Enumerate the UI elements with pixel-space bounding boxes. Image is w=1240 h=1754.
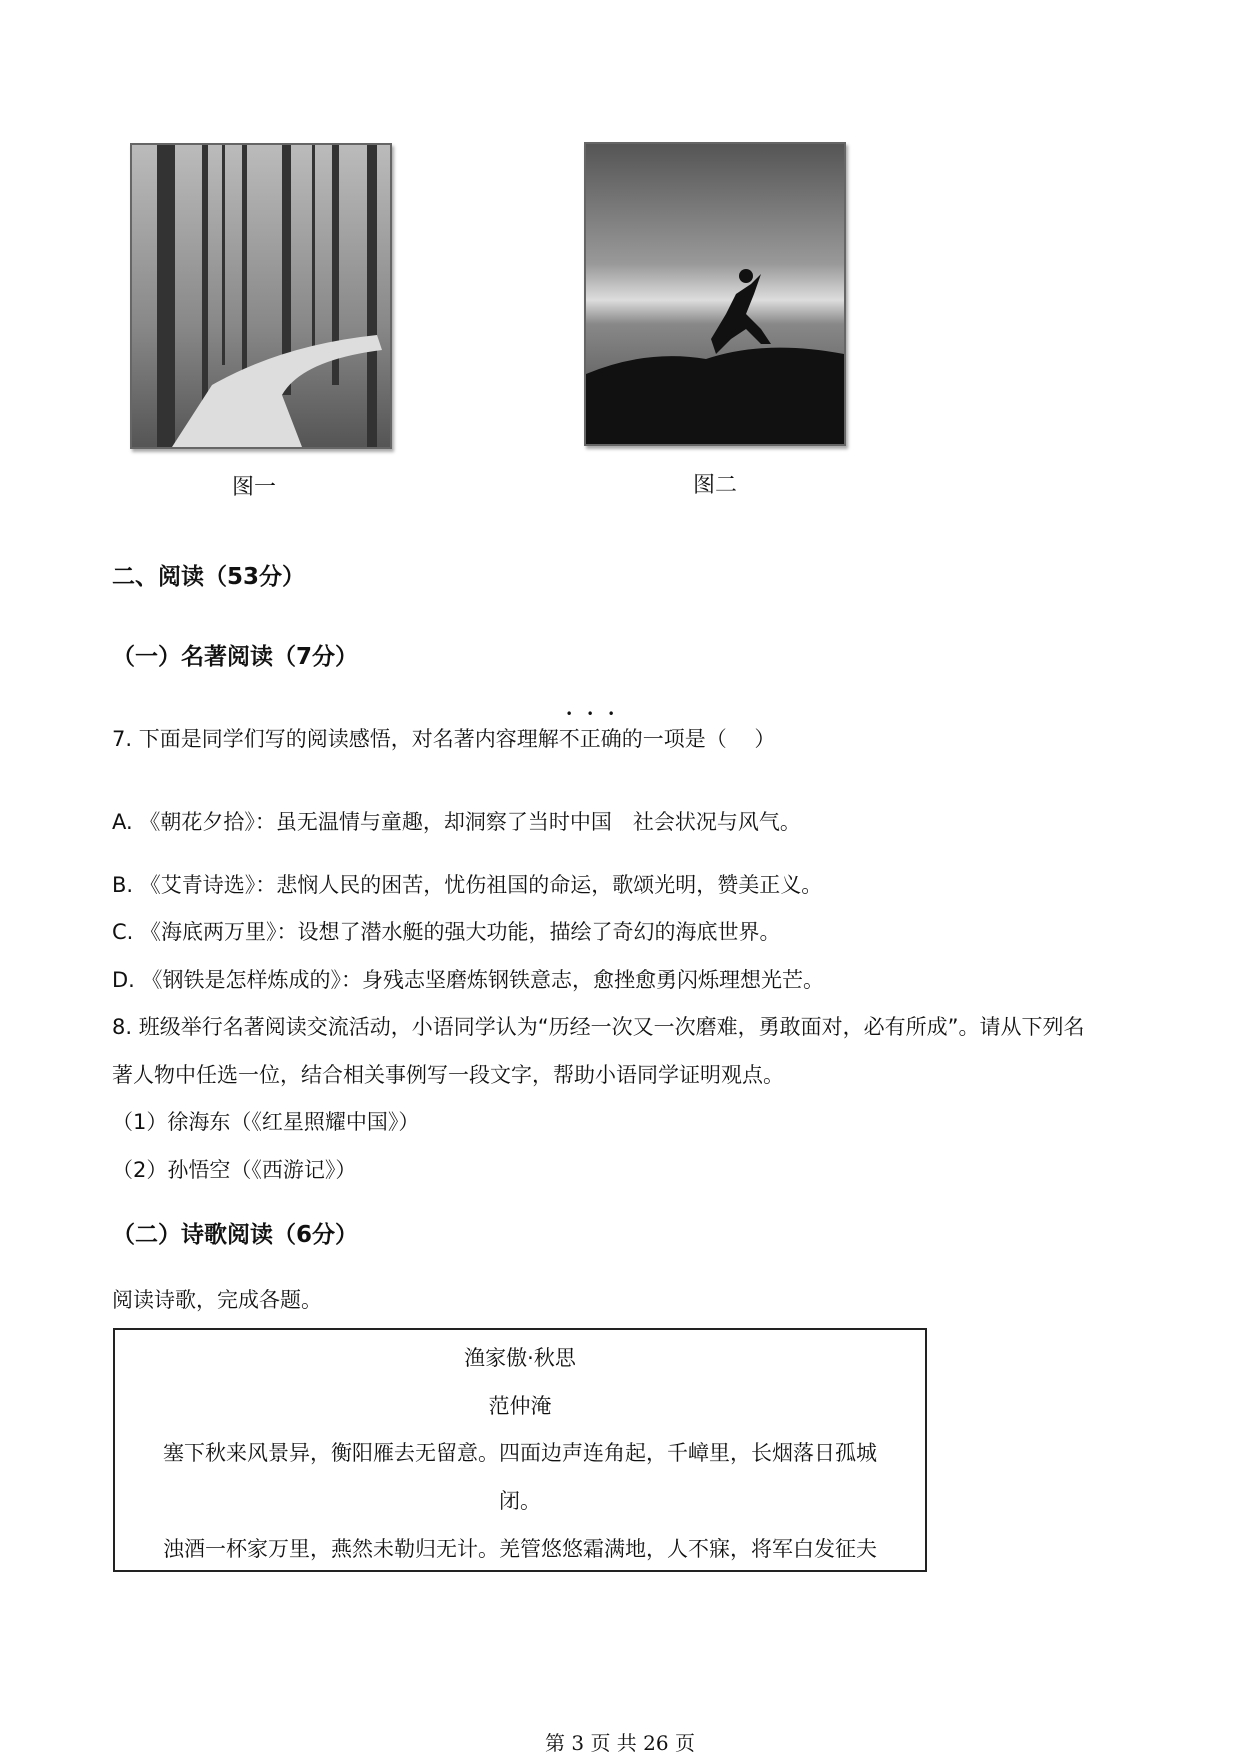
option-d: D. 《钢铁是怎样炼成的》：身残志坚磨炼钢铁意志，愈挫愈勇闪烁理想光芒。: [112, 968, 825, 992]
question-7-text: 7. 下面是同学们写的阅读感悟，对名著内容理解: [112, 727, 559, 751]
option-b: B. 《艾青诗选》：悲悯人民的困苦，忧伤祖国的命运，歌颂光明，赞美正义。: [112, 873, 823, 897]
emphasis-char: 不: [558, 727, 580, 751]
question-8-line1: 8. 班级举行名著阅读交流活动，小语同学认为“历经一次又一次磨难，勇敢面对，必有所成”。请从下列名: [112, 1015, 1085, 1039]
question-8-item-2: （2）孙悟空（《西游记》）: [112, 1158, 357, 1182]
page-footer: 第 3 页 共 26 页: [545, 1731, 695, 1754]
section-heading: 二、阅读（53分）: [112, 564, 306, 590]
poem-author: 范仲淹: [488, 1394, 552, 1418]
forest-boardwalk-photo: [130, 143, 392, 449]
option-c: C. 《海底两万里》：设想了潜水艇的强大功能，描绘了奇幻的海底世界。: [112, 920, 781, 944]
poem-box: [113, 1328, 927, 1572]
poem-line: 浊酒一杯家万里，燕然未勒归无计。羌管悠悠霜满地，人不寐，将军白发征夫: [163, 1537, 877, 1561]
question-8-item-1: （1）徐海东（《红星照耀中国》）: [112, 1110, 420, 1134]
poem-title: 渔家傲·秋思: [464, 1346, 576, 1370]
option-a: A. 《朝花夕拾》：虽无温情与童趣，却洞察了当时中国 社会状况与风气。: [112, 810, 801, 834]
figure-2-caption: 图二: [693, 473, 738, 498]
runner-silhouette-photo: [584, 142, 846, 446]
subsection-heading-2: （二）诗歌阅读（6分）: [112, 1222, 359, 1248]
emphasis-char: 正: [579, 727, 601, 751]
emphasis-char: 确: [600, 727, 622, 751]
poem-line: 塞下秋来风景异，衡阳雁去无留意。四面边声连角起，千嶂里，长烟落日孤城: [163, 1441, 877, 1465]
runner-image-icon: [586, 144, 844, 444]
instruction: 阅读诗歌，完成各题。: [112, 1288, 322, 1312]
subsection-heading: （一）名著阅读（7分）: [112, 644, 359, 670]
figure-1-caption: 图一: [232, 475, 277, 500]
question-7: [112, 723, 775, 753]
forest-image-icon: [132, 145, 390, 447]
question-7-tail: 的一项是（ ）: [621, 727, 776, 751]
poem-line: 闭。: [499, 1489, 541, 1513]
question-8-line2: 著人物中任选一位，结合相关事例写一段文字，帮助小语同学证明观点。: [112, 1063, 784, 1087]
